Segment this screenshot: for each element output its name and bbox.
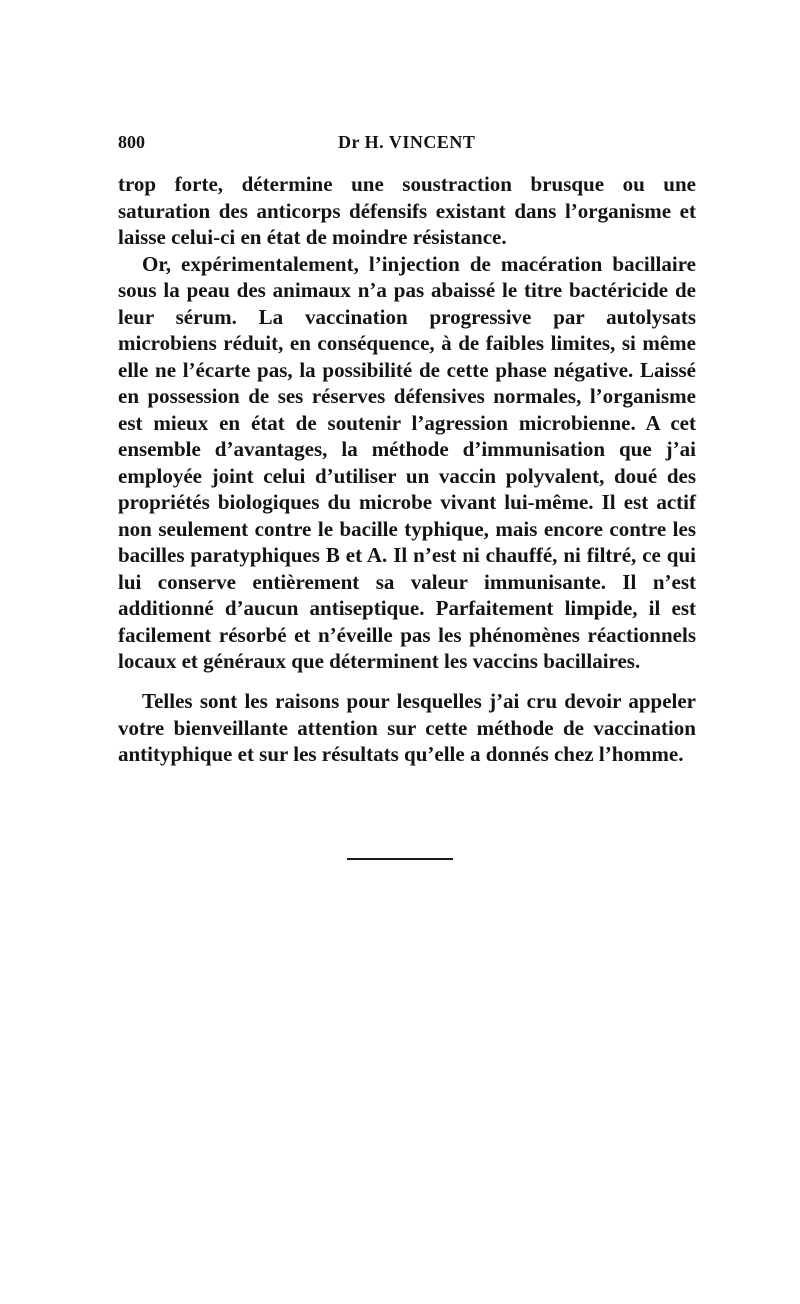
end-rule bbox=[347, 858, 453, 860]
page-number: 800 bbox=[118, 132, 145, 152]
page-header bbox=[118, 132, 696, 158]
running-head: Dr H. VINCENT bbox=[338, 132, 476, 152]
closing-text bbox=[118, 688, 696, 768]
body-text bbox=[118, 171, 696, 675]
closing-paragraph: Telles sont les raisons pour lesquelles j’ai cru devoir appeler votre bienveillante attention sur cette méthode de vaccination antityphique et sur les résultats qu’elle a donnés chez l’homme. bbox=[118, 689, 696, 766]
paragraph-continuation: trop forte, détermine une soustraction brusque ou une saturation des anticorps défensifs existant dans l’organisme et laisse celui-ci en état de moindre résistance. bbox=[118, 172, 696, 249]
paragraph: Or, expérimentalement, l’injection de macération bacillaire sous la peau des animaux n’a pas abaissé le titre bactéricide de leur sérum. La vaccination progressive par autolysats microbiens réduit, en conséquence, à de faibles limites, si même elle ne l’écarte pas, la possibilité de cette phase négative. Laissé en possession de ses réserves défensives normales, l’organisme est mieux en état de soutenir l’agression microbienne. A cet ensemble d’avantages, la méthode d’immunisation que j’ai employée joint celui d’utiliser un vaccin polyvalent, doué des propriétés biologiques du microbe vivant lui-même. Il est actif non seulement contre le bacille typhique, mais encore contre les bacilles paratyphiques B et A. Il n’est ni chauffé, ni filtré, ce qui lui conserve entièrement sa valeur immunisante. Il n’est additionné d’aucun antiseptique. Parfaitement limpide, il est facilement résorbé et n’éveille pas les phénomènes réactionnels locaux et généraux que déterminent les vaccins bacillaires. bbox=[118, 251, 696, 673]
